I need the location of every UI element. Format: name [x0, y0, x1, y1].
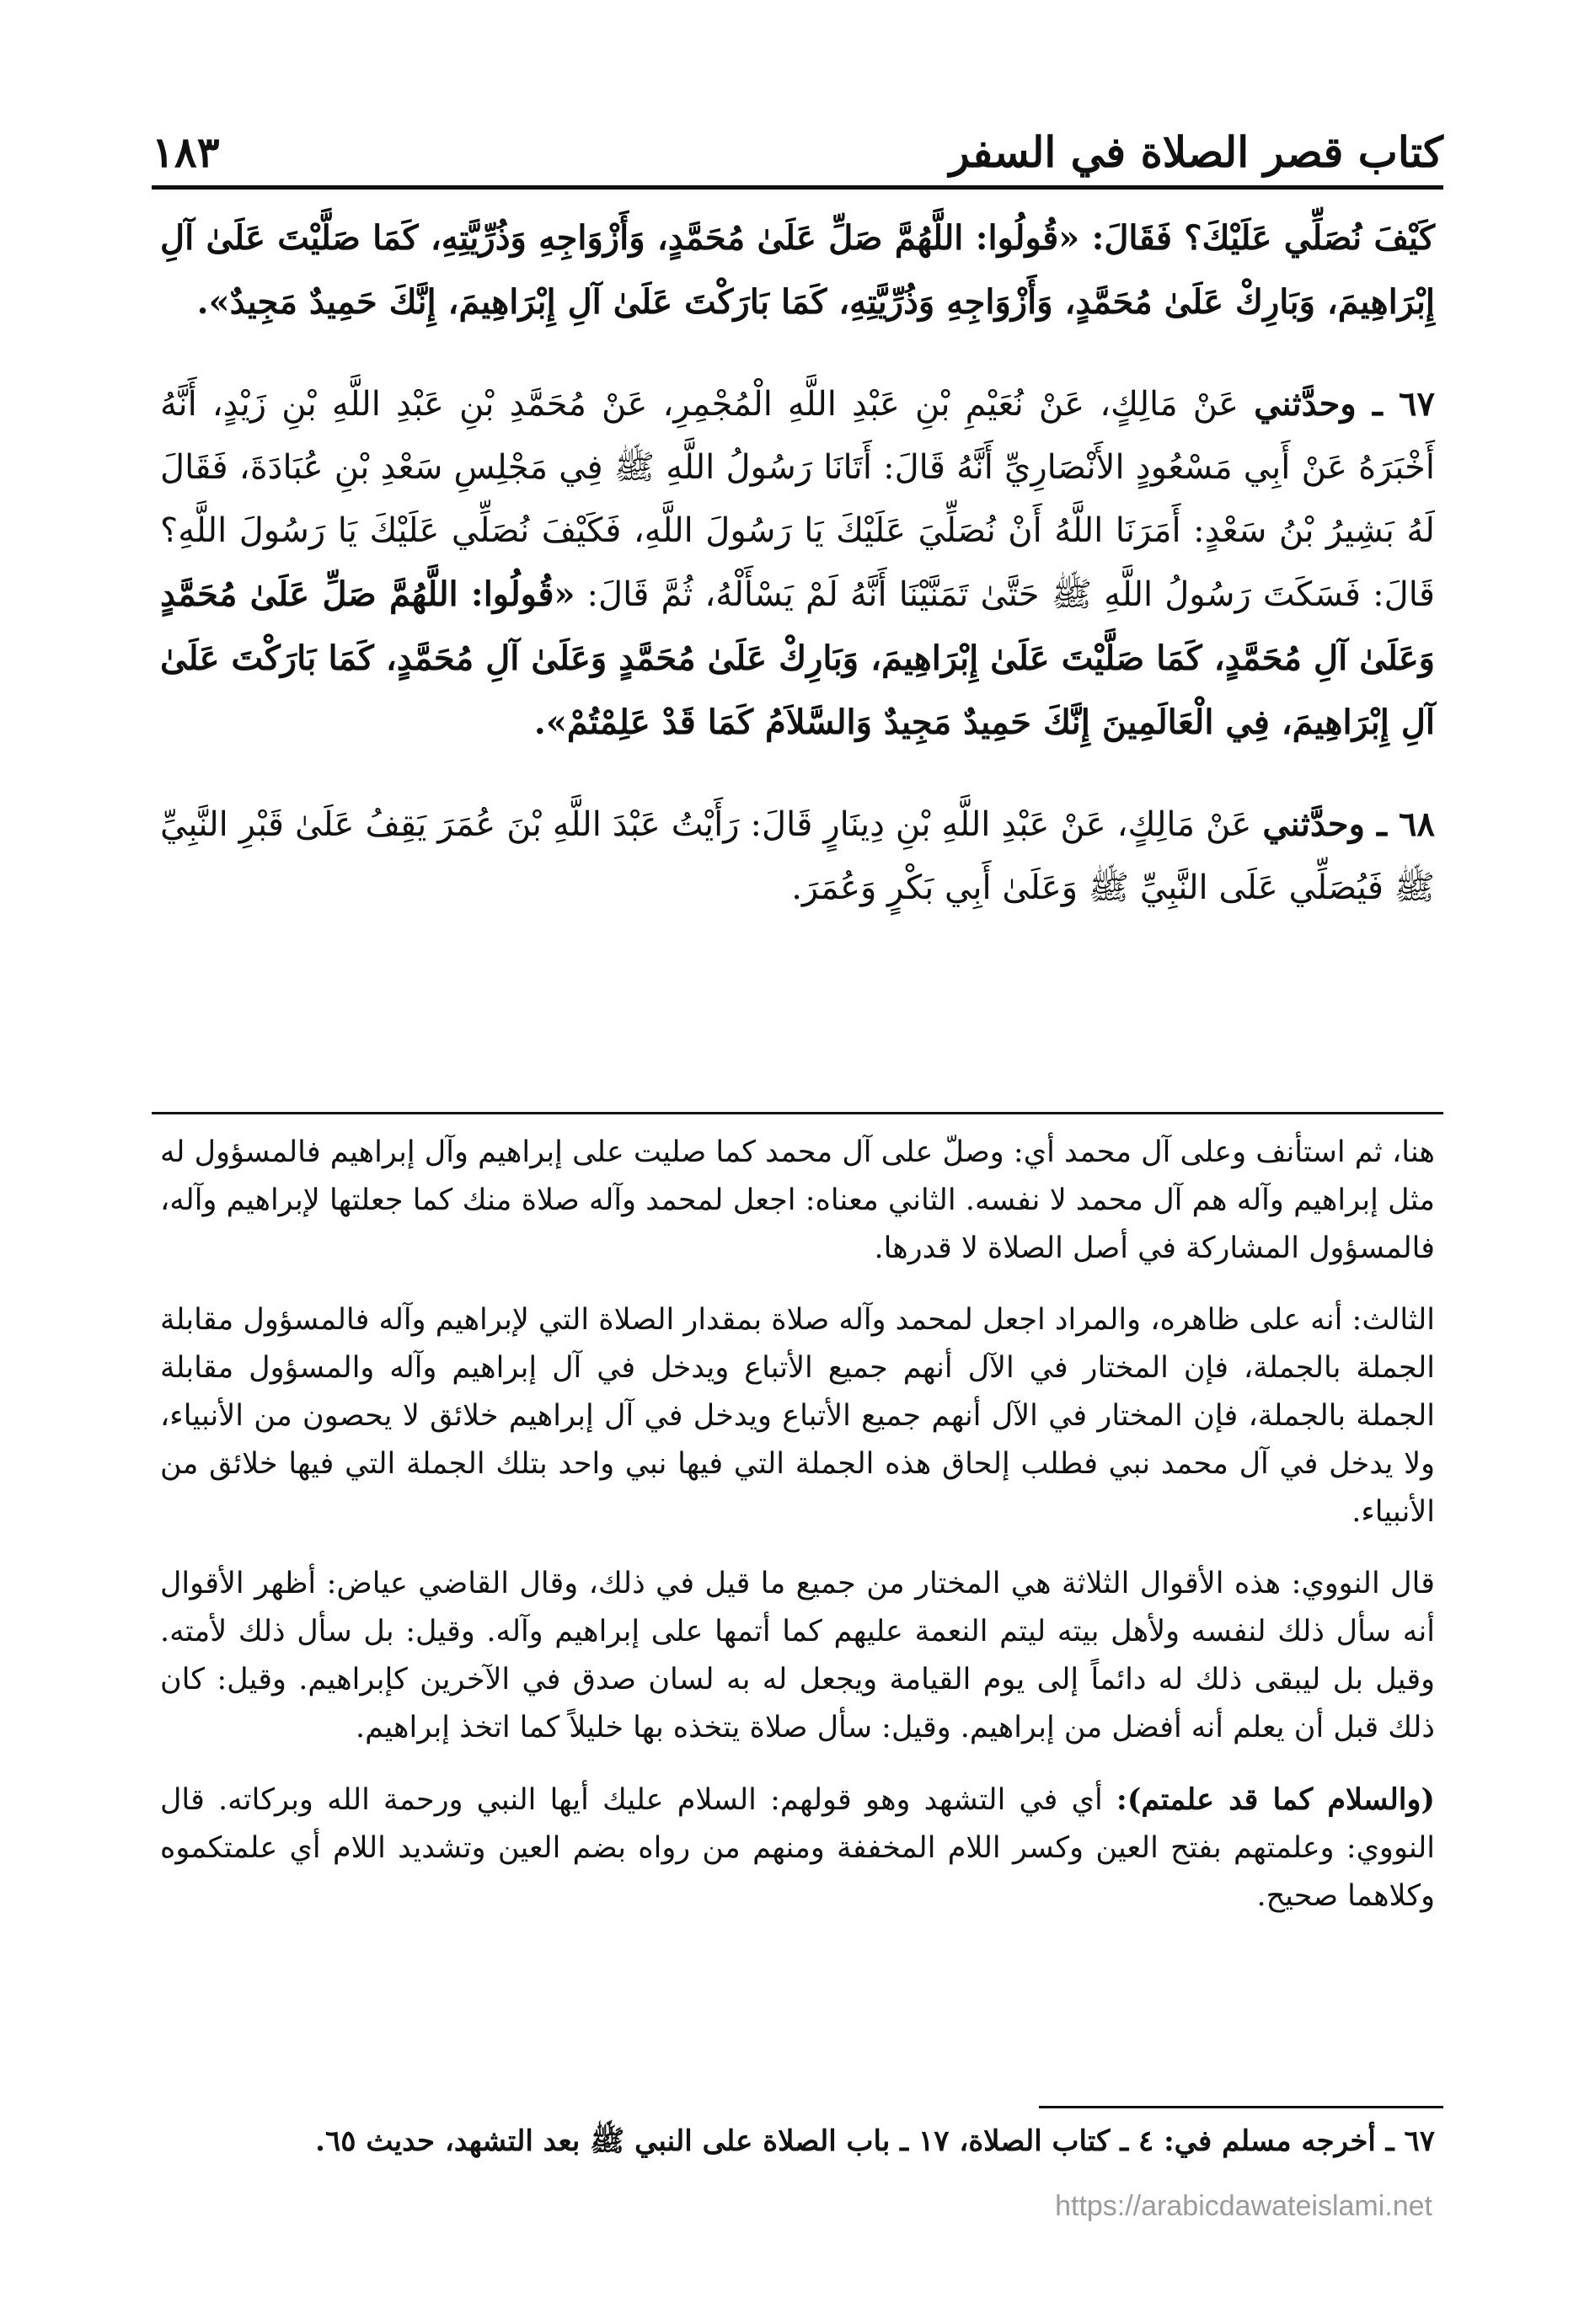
hadith-text [160, 206, 1435, 958]
hadith-67-text: عَنْ مَالِكٍ، عَنْ نُعَيْمِ بْنِ عَبْدِ اللَّهِ الْمُجْمِرِ، عَنْ مُحَمَّدِ بْنِ عَبْدِ اللَّهِ بْنِ زَيْدٍ، أَنَّهُ أَخْبَرَهُ عَنْ أَبِي مَسْعُودٍ الأَنْصَارِيِّ أَنَّهُ قَالَ: أَتَانَا رَسُولُ اللَّهِ ﷺ فِي مَجْلِسِ سَعْدِ بْنِ عُبَادَةَ، فَقَالَ لَهُ بَشِيرُ بْنُ سَعْدٍ: أَمَرَنَا اللَّهُ أَنْ نُصَلِّيَ عَلَيْكَ يَا رَسُولَ اللَّهِ، فَكَيْفَ نُصَلِّي عَلَيْكَ يَا رَسُولَ اللَّهِ؟ قَالَ: فَسَكَتَ رَسُولُ اللَّهِ ﷺ حَتَّىٰ تَمَنَّيْنَا أَنَّهُ لَمْ يَسْأَلْهُ، ثُمَّ قَالَ: [160, 385, 1435, 614]
chapter-title: كتاب قصر الصلاة في السفر [949, 127, 1443, 177]
commentary-paragraph-4 [160, 1776, 1435, 1921]
commentary-paragraph-1: هنا، ثم استأنف وعلى آل محمد أي: وصلّ على آل محمد كما صليت على إبراهيم وآل إبراهيم فالمسؤول له مثل إبراهيم وآله هم آل محمد لا نفسه. الثاني معناه: اجعل لمحمد وآله صلاة منك كما جعلتها لإبراهيم وآله، فالمسؤول المشاركة في أصل الصلاة لا قدرها. [160, 1135, 1435, 1265]
commentary [160, 1129, 1435, 1944]
hadith-67-number: ٦٧ ـ وحدَّثني [1254, 384, 1435, 424]
footnote: ٦٧ ـ أخرجه مسلم في: ٤ ـ كتاب الصلاة، ١٧ ـ باب الصلاة على النبي ﷺ بعد التشهد، حديث ٦٥. [315, 2124, 1435, 2158]
footnote-divider [1039, 2106, 1443, 2108]
commentary-paragraph-2: الثالث: أنه على ظاهره، والمراد اجعل لمحمد وآله صلاة بمقدار الصلاة التي لإبراهيم وآله فالمسؤول مقابلة الجملة بالجملة، فإن المختار في الآل أنهم جميع الأتباع ويدخل في آل إبراهيم وآله والمسؤول مقابلة الجملة بالجملة، فإن المختار في الآل أنهم جميع الأتباع ويدخل في آل إبراهيم خلائق لا يحصون من الأنبياء، ولا يدخل في آل محمد نبي فطلب إلحاق هذه الجملة التي فيها نبي واحد بتلك الجملة التي فيها خلائق من الأنبياء. [160, 1303, 1435, 1529]
hadith-continuation [160, 206, 1435, 334]
page-header [152, 101, 1443, 177]
hadith-67-prophetic-words: «قُولُوا: اللَّهُمَّ صَلِّ عَلَىٰ مُحَمَّدٍ وَعَلَىٰ آلِ مُحَمَّدٍ، كَمَا صَلَّيْتَ عَلَىٰ إِبْرَاهِيمَ، وَبَارِكْ عَلَىٰ مُحَمَّدٍ وَعَلَىٰ آلِ مُحَمَّدٍ، كَمَا بَارَكْتَ عَلَىٰ آلِ إِبْرَاهِيمَ، فِي الْعَالَمِينَ إِنَّكَ حَمِيدٌ مَجِيدٌ وَالسَّلاَمُ كَمَا قَدْ عَلِمْتُمْ». [160, 574, 1435, 742]
hadith-68-number: ٦٨ ـ وحدَّثني [1262, 804, 1436, 844]
commentary-4-text: أي في التشهد وهو قولهم: السلام عليك أيها النبي ورحمة الله وبركاته. قال النووي: وعلمتهم بفتح العين وكسر اللام المخففة ومنهم من رواه بضم العين وتشديد اللام أي علمتكموه وكلاهما صحيح. [160, 1783, 1435, 1913]
commentary-paragraph-3: قال النووي: هذه الأقوال الثلاثة هي المختار من جميع ما قيل في ذلك، وقال القاضي عياض: أظهر الأقوال أنه سأل ذلك لنفسه ولأهل بيته ليتم النعمة عليهم كما أتمها على إبراهيم وآله. وقيل: بل سأل ذلك لأمته. وقيل بل ليبقى ذلك له دائماً إلى يوم القيامة ويجعل له به لسان صدق في الآخرين كإبراهيم. وقيل: كان ذلك قبل أن يعلم أنه أفضل من إبراهيم. وقيل: سأل صلاة يتخذه بها خليلاً كما اتخذ إبراهيم. [160, 1567, 1435, 1744]
page-number: ١٨٣ [152, 127, 220, 177]
commentary-divider [152, 1112, 1443, 1114]
hadith-68 [160, 793, 1435, 920]
header-divider [152, 185, 1443, 190]
hadith-68-text: عَنْ مَالِكٍ، عَنْ عَبْدِ اللَّهِ بْنِ دِينَارٍ قَالَ: رَأَيْتُ عَبْدَ اللَّهِ بْنَ عُمَرَ يَقِفُ عَلَىٰ قَبْرِ النَّبِيِّ ﷺ فَيُصَلِّي عَلَى النَّبِيِّ ﷺ وَعَلَىٰ أَبِي بَكْرٍ وَعُمَرَ. [160, 805, 1435, 907]
commentary-4-lemma: (والسلام كما قد علمتم): [1116, 1782, 1435, 1817]
hadith-67 [160, 372, 1435, 755]
hadith-66-ending: كَيْفَ نُصَلِّي عَلَيْكَ؟ فَقَالَ: «قُولُوا: اللَّهُمَّ صَلِّ عَلَىٰ مُحَمَّدٍ، وَأَزْوَاجِهِ وَذُرِّيَّتِهِ، كَمَا صَلَّيْتَ عَلَىٰ آلِ إِبْرَاهِيمَ، وَبَارِكْ عَلَىٰ مُحَمَّدٍ، وَأَزْوَاجِهِ وَذُرِّيَّتِهِ، كَمَا بَارَكْتَ عَلَىٰ آلِ إِبْرَاهِيمَ، إِنَّكَ حَمِيدٌ مَجِيدٌ». [160, 218, 1435, 322]
watermark-url: https://arabicdawateislami.net [1055, 2190, 1432, 2222]
